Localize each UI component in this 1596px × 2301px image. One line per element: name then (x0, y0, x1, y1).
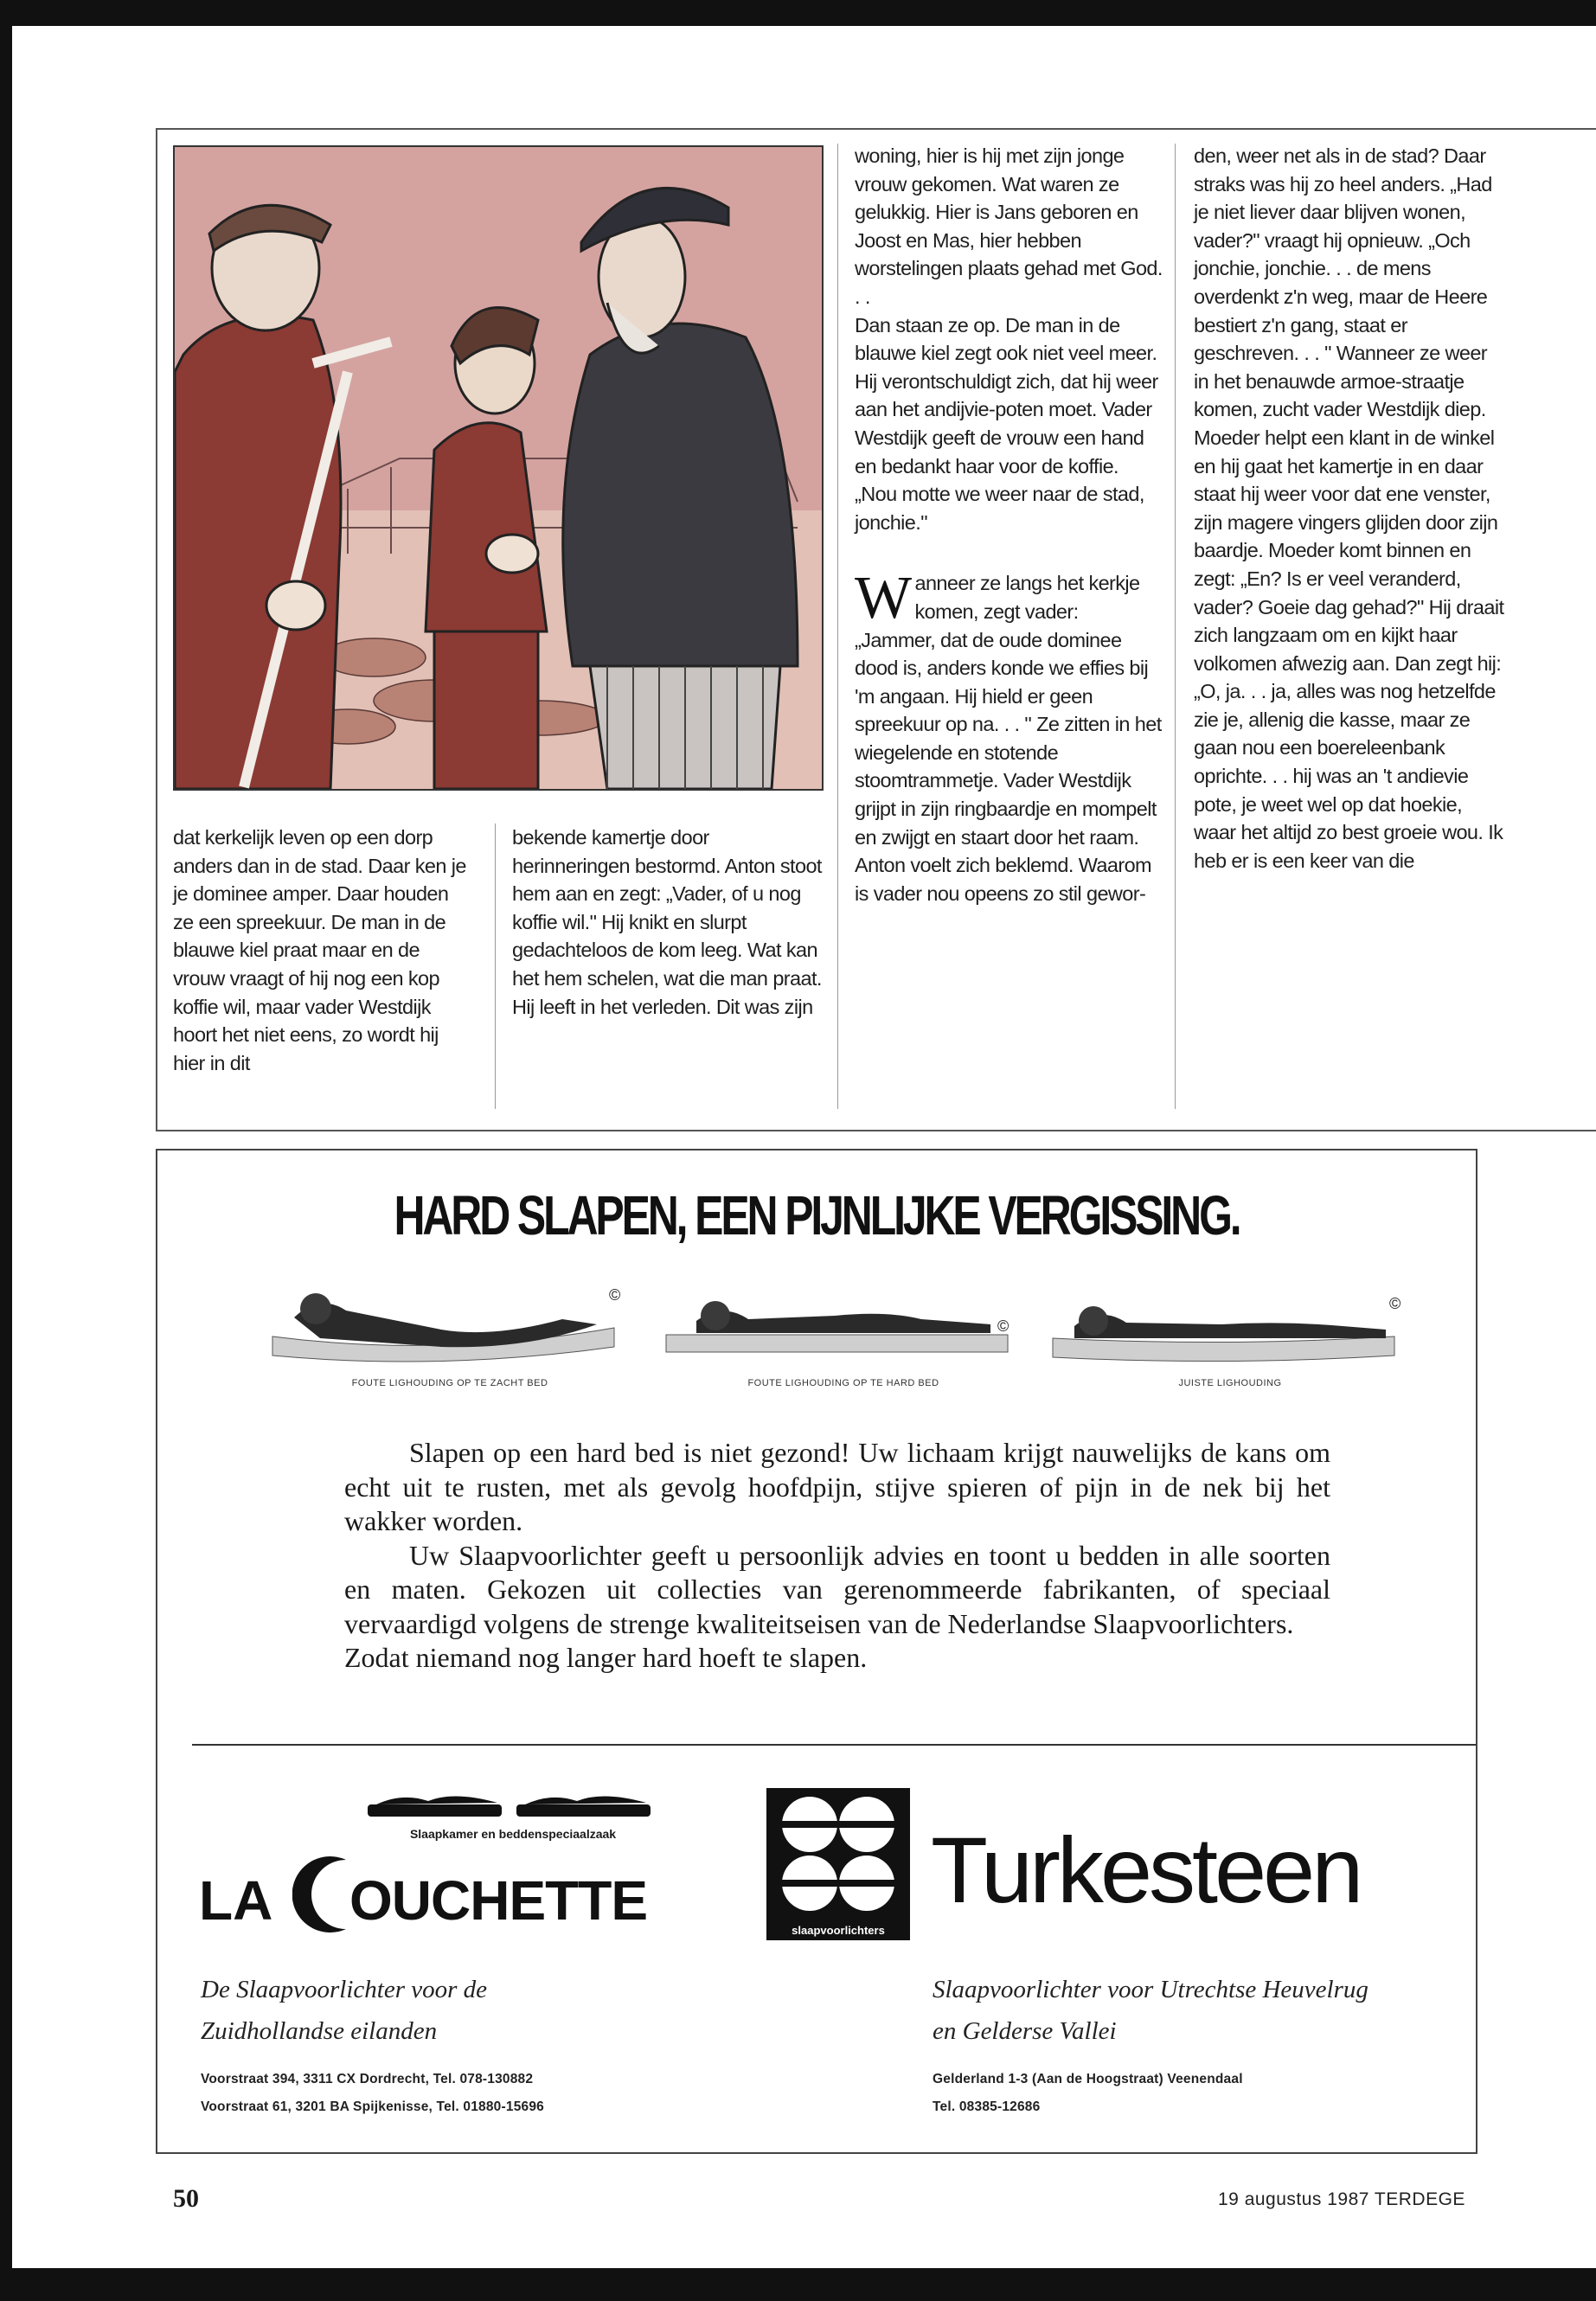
story-col3-paragraph-3 (855, 565, 1163, 907)
column-divider (837, 144, 838, 1109)
column-divider (495, 824, 496, 1109)
story-column-2 (512, 824, 824, 1021)
story-illustration (173, 145, 824, 791)
sleeper-image-hard-bed (662, 1276, 1016, 1371)
dealer2-role-line-2: en Gelderse Vallei (933, 2017, 1117, 2045)
ad-body-text (344, 1436, 1330, 1676)
story-col2-text: bekende kamertje door herinneringen bestormd. Anton stoot hem aan en zegt: „Vader, of u nog koffie wil." Hij knikt en slurpt gedachteloos de kom leeg. Wat kan het hem schelen, wat die man praat. Hij leeft in het verleden. Dit was zijn (512, 826, 822, 1018)
turkesteen-name: Turkesteen (931, 1817, 1361, 1922)
sleeper-image-correct (1048, 1276, 1403, 1371)
caption-correct: JUISTE LIGHOUDING (1178, 1378, 1282, 1388)
la-couchette-tagline: Slaapkamer en beddenspeciaalzaak (409, 1827, 617, 1841)
slaapvoorlichters-badge (766, 1788, 910, 1940)
dealer1-address-2: Voorstraat 61, 3201 BA Spijkenisse, Tel. 01880-15696 (201, 2099, 544, 2114)
drop-cap: W (855, 565, 912, 632)
dealer2-role-line-1: Slaapvoorlichter voor Utrechtse Heuvelrug (933, 1976, 1368, 2003)
story-column-4 (1194, 142, 1505, 875)
dealer2-address-2: Tel. 08385-12686 (933, 2099, 1041, 2114)
story-col3-paragraph-1: woning, hier is hij met zijn jonge vrouw gekomen. Wat waren ze gelukkig. Hier is Jans geboren en Joost en Mas, hier hebben worstelingen plaats gehad met God. . . (855, 144, 1163, 308)
story-col3-paragraph-3-text: anneer ze langs het kerkje komen, zegt vader: „Jammer, dat de oude dominee dood is, anders konde we effies bij 'm angaan. Hij hield er geen spreekuur op na. . . " Ze zitten in het wiegelende en stotende stoomtrammetje. Vader Westdijk grijpt in zijn ringbaardje en mompelt en zwijgt en staart door het raam. Anton voelt zich beklemd. Waarom is vader nou opeens zo stil gewor- (855, 572, 1162, 905)
ad-body-paragraph-3: Zodat niemand nog langer hard hoeft te slapen. (344, 1642, 868, 1673)
page-left-edge (0, 0, 12, 2301)
page-bottom-edge (0, 2268, 1596, 2301)
ad-body-paragraph-1: Slapen op een hard bed is niet gezond! Uw lichaam krijgt nauwelijks de kans om echt uit te rusten, met als gevolg hoofdpijn, stijve spieren of pijn in de nek bij het wakker worden. (344, 1437, 1330, 1536)
copyright-mark: © (997, 1317, 1010, 1335)
la-couchette-name-la: LA (199, 1869, 273, 1932)
ad-body-paragraph-2: Uw Slaapvoorlichter geeft u persoonlijk advies en toont u bedden in alle soorten en maten. Gekozen uit collecties van gerenommeerde fabrikanten, of speciaal vervaardigd volgens de strenge kwaliteitseisen van de Nederlandse Slaapvoorlichters. (344, 1539, 1330, 1639)
page-top-edge (0, 0, 1596, 26)
story-column-3 (855, 142, 1163, 907)
ad-divider (192, 1744, 1476, 1746)
slaapvoorlichters-label: slaapvoorlichters (792, 1924, 885, 1937)
copyright-mark: © (609, 1286, 621, 1304)
copyright-mark: © (1389, 1295, 1401, 1312)
caption-hard-bed: FOUTE LIGHOUDING OP TE HARD BED (747, 1378, 939, 1388)
ad-headline: HARD SLAPEN, EEN PIJNLIJKE VERGISSING. (394, 1184, 1240, 1247)
story-column-1 (173, 824, 472, 1077)
dealer1-address-1: Voorstraat 394, 3311 CX Dordrecht, Tel. 078-130882 (201, 2072, 534, 2086)
story-col4-text: den, weer net als in de stad? Daar straks was hij zo heel anders. „Had je niet liever daar blijven wonen, vader?" vraagt hij opnieuw. „Och jonchie, jonchie. . . de mens overdenkt z'n weg, maar de Heere bestiert z'n gang, staat er geschreven. . . " Wanneer ze weer in het benauwde armoe-straatje komen, zucht vader Westdijk diep. Moeder helpt een klant in de winkel en hij gaat het kamertje in en daar staat hij weer voor dat ene venster, zijn magere vingers glijden door zijn baardje. Moeder komt binnen en zegt: „En? Is er veel veranderd, vader? Goeie dag gehad?" Hij draait zich langzaam om en kijkt haar volkomen afwezig aan. Dan zegt hij: „O, ja. . . ja, alles was nog hetzelfde zie je, allenig die kasse, maar ze gaan nou een boereleenbank oprichte. . . hij was an 't andievie pote, je weet wel op dat hoekie, waar het altijd zo best groeie wou. Ik heb er is een keer van die (1194, 144, 1504, 872)
la-couchette-bed-icon (368, 1789, 653, 1820)
issue-line: 19 augustus 1987 TERDEGE (1218, 2189, 1465, 2209)
illustration-three-figures (175, 147, 822, 789)
dealer1-role-line-1: De Slaapvoorlichter voor de (201, 1976, 488, 2003)
dealer1-role-line-2: Zuidhollandse eilanden (201, 2017, 438, 2045)
slaapvoorlichters-emblem-icon (766, 1788, 910, 1918)
story-col3-paragraph-2: Dan staan ze op. De man in de blauwe kiel zegt ook niet veel meer. Hij verontschuldigt zich, dat hij weer aan het andijvie-poten moet. Vader Westdijk geeft de vrouw een hand en bedankt haar voor de koffie. „Nou motte we weer naar de stad, jonchie." (855, 313, 1158, 534)
column-divider (1175, 144, 1176, 1109)
page-number: 50 (173, 2184, 199, 2213)
dealer2-address-1: Gelderland 1-3 (Aan de Hoogstraat) Veenendaal (933, 2072, 1243, 2086)
caption-soft-bed: FOUTE LIGHOUDING OP TE ZACHT BED (351, 1378, 548, 1388)
sleeper-image-soft-bed (268, 1276, 623, 1371)
story-col1-text: dat kerkelijk leven op een dorp anders dan in de stad. Daar ken je je dominee amper. Daar houden ze een spreekuur. De man in de blauwe kiel praat maar en de vrouw vraagt of hij nog een kop koffie wil, maar vader Westdijk hoort het niet eens, zo wordt hij hier in dit (173, 826, 466, 1074)
la-couchette-name: OUCHETTE (349, 1869, 647, 1932)
